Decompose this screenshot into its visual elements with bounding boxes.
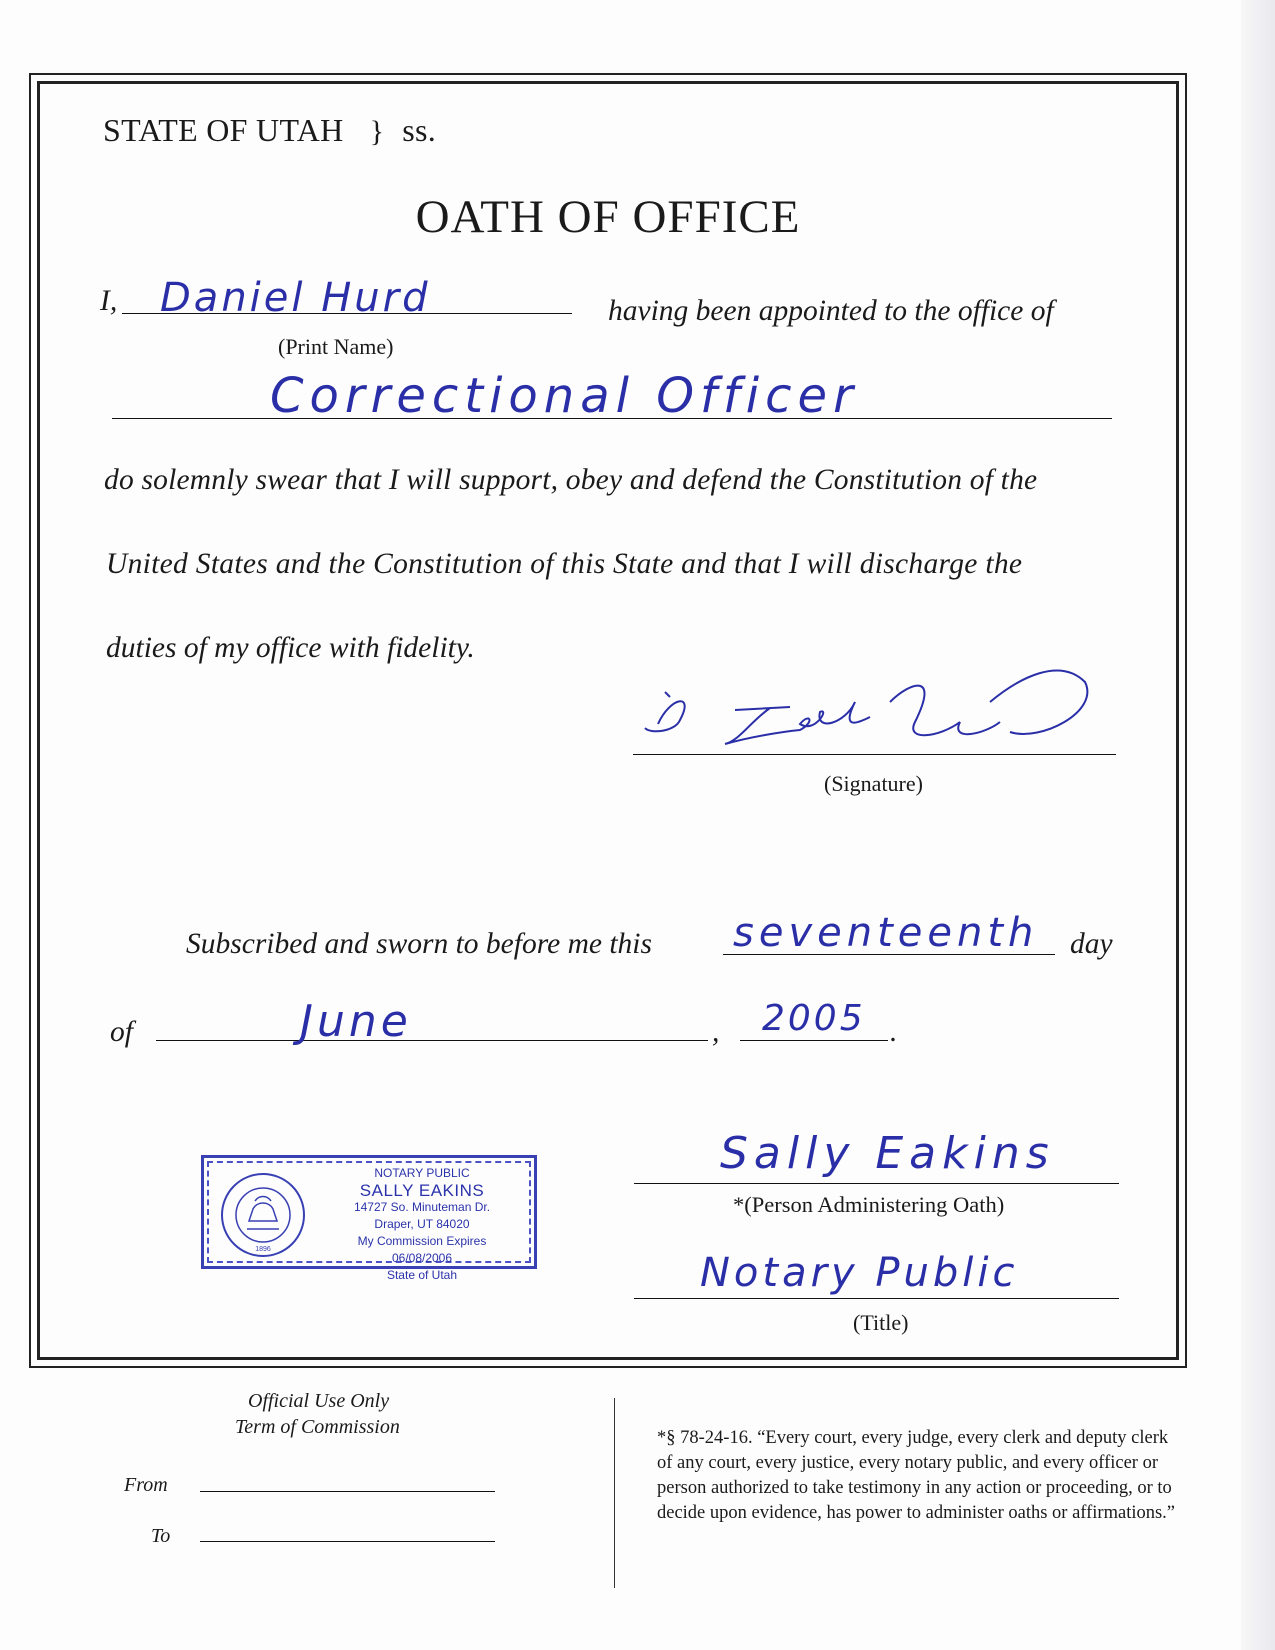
title-field[interactable]: Notary Public — [700, 1250, 1019, 1296]
oath-line-3: duties of my office with fidelity. — [106, 632, 475, 664]
page-edge-shadow — [1241, 0, 1275, 1650]
document-title: OATH OF OFFICE — [415, 191, 801, 243]
venue-line — [103, 112, 436, 149]
from-label: From — [124, 1474, 168, 1496]
term-heading: Term of Commission — [235, 1416, 400, 1438]
official-use-heading: Official Use Only — [248, 1390, 390, 1412]
name-caption: (Print Name) — [278, 334, 394, 359]
year-field[interactable]: 2005 — [762, 998, 866, 1039]
month-field[interactable]: June — [300, 996, 412, 1047]
to-field[interactable] — [200, 1541, 495, 1542]
stamp-line-6: State of Utah — [386, 1268, 458, 1282]
brace: } — [369, 115, 385, 148]
office-field[interactable]: Correctional Officer — [270, 368, 859, 424]
name-field[interactable]: Daniel Hurd — [160, 275, 431, 321]
stamp-line-3: 14727 So. Minuteman Dr. — [353, 1200, 491, 1214]
day-field[interactable]: seventeenth — [733, 910, 1039, 956]
stamp-text-block — [327, 1165, 517, 1284]
appointed-text: having been appointed to the office of — [608, 295, 1054, 327]
administrator-caption: *(Person Administering Oath) — [733, 1192, 1005, 1217]
signature-line — [633, 754, 1116, 755]
statute-footnote: *§ 78-24-16. “Every court, every judge, every clerk and deputy clerk of any court, every justice, every notary public, and every officer or person authorized to take testimony in any action or proceeding, or to decide upon evidence, has power to administer oaths or affirmations.” — [657, 1428, 1176, 1523]
stamp-line-4: Draper, UT 84020 — [374, 1217, 470, 1231]
from-field[interactable] — [200, 1491, 495, 1492]
seal-year: 1896 — [255, 1246, 271, 1253]
day-suffix: day — [1070, 928, 1113, 960]
month-line — [156, 1040, 708, 1041]
stamp-line-1: NOTARY PUBLIC — [374, 1166, 470, 1180]
signature-caption: (Signature) — [824, 771, 923, 796]
to-label: To — [151, 1525, 171, 1547]
oath-line-2: United States and the Constitution of this State and that I will discharge the — [106, 548, 1023, 580]
jurat-prefix: Subscribed and sworn to before me this — [186, 928, 652, 960]
notary-stamp — [201, 1155, 537, 1282]
oath-prefix: I, — [100, 285, 118, 317]
stamp-line-5: My Commission Expires 06/08/2006 — [357, 1234, 487, 1265]
signature-image — [640, 662, 1160, 762]
stamp-line-2: SALLY EAKINS — [359, 1181, 485, 1200]
state-label: STATE OF UTAH — [103, 112, 344, 148]
title-line — [634, 1298, 1119, 1299]
administrator-signature: Sally Eakins — [720, 1128, 1055, 1179]
column-divider — [614, 1398, 615, 1588]
year-line — [740, 1040, 888, 1041]
comma: , — [712, 1016, 720, 1048]
state-seal-icon — [219, 1171, 307, 1259]
of-text: of — [110, 1016, 133, 1048]
administrator-line — [634, 1183, 1119, 1184]
oath-line-1: do solemnly swear that I will support, obey and defend the Constitution of the — [104, 464, 1038, 496]
title-caption: (Title) — [853, 1310, 909, 1335]
ss-label: ss. — [402, 112, 437, 148]
period: . — [890, 1016, 898, 1048]
